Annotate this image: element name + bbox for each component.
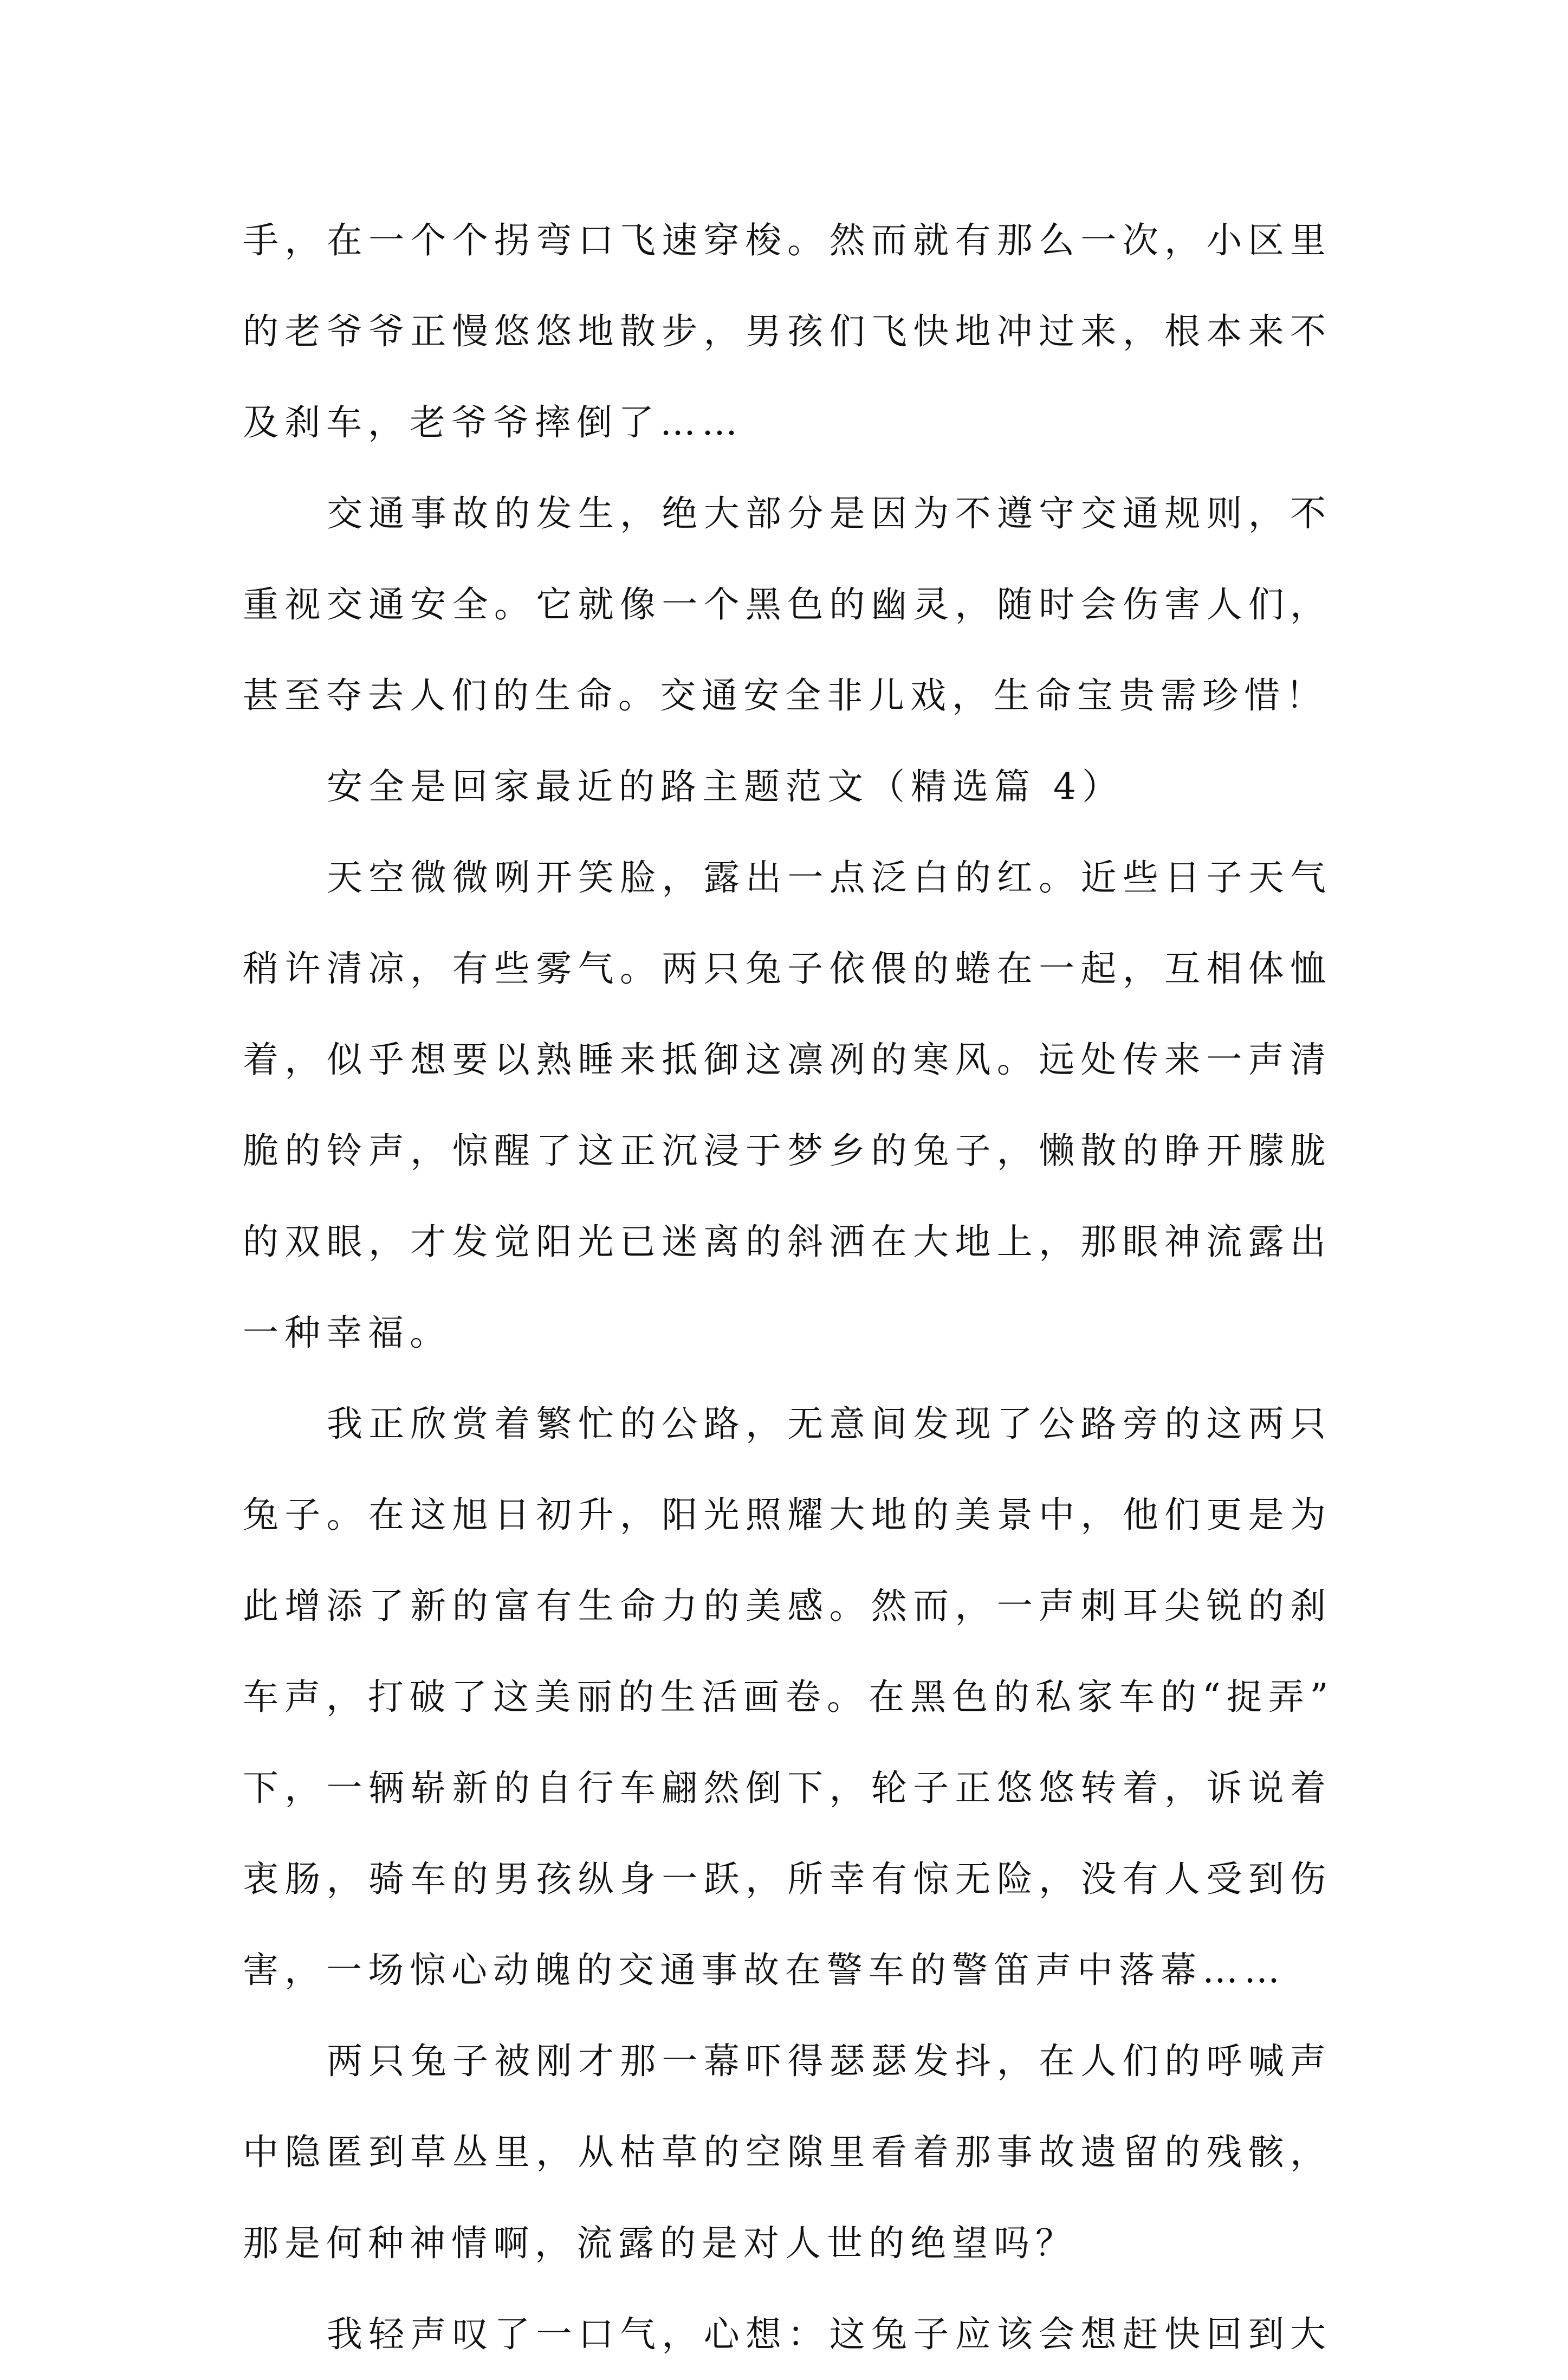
text-line: 脆的铃声，惊醒了这正沉浸于梦乡的兔子，懒散的睁开朦胧 (243, 1130, 1332, 1172)
text-line: 下，一辆崭新的自行车翩然倒下，轮子正悠悠转着，诉说着 (243, 1767, 1332, 1809)
text-line: 重视交通安全。它就像一个黑色的幽灵，随时会伤害人们， (243, 584, 1332, 625)
text-line: 衷肠，骑车的男孩纵身一跃，所幸有惊无险，没有人受到伤 (243, 1858, 1332, 1900)
text-line: 及刹车，老爷爷摔倒了…… (243, 402, 743, 443)
text-line: 车声，打破了这美丽的生活画卷。在黑色的私家车的“捉弄” (243, 1676, 1334, 1718)
text-line: 此增添了新的富有生命力的美感。然而，一声刺耳尖锐的刹 (243, 1585, 1332, 1627)
text-line: 我正欣赏着繁忙的公路，无意间发现了公路旁的这两只 (327, 1403, 1332, 1445)
text-line: 两只兔子被刚才那一幕吓得瑟瑟发抖，在人们的呼喊声 (327, 2040, 1332, 2082)
body-text (243, 195, 1332, 2380)
text-line: 一种幸福。 (243, 1312, 451, 1354)
text-line: 中隐匿到草丛里，从枯草的空隙里看着那事故遗留的残骸， (243, 2131, 1332, 2173)
text-line: 那是何种神情啊，流露的是对人世的绝望吗？ (243, 2222, 1077, 2264)
text-line: 兔子。在这旭日初升，阳光照耀大地的美景中，他们更是为 (243, 1494, 1332, 1536)
text-line: 交通事故的发生，绝大部分是因为不遵守交通规则，不 (327, 493, 1332, 534)
text-line: 害，一场惊心动魄的交通事故在警车的警笛声中落幕…… (243, 1949, 1286, 1991)
text-line: 天空微微咧开笑脸，露出一点泛白的红。近些日子天气 (327, 857, 1332, 898)
text-line: 我轻声叹了一口气，心想：这兔子应该会想赶快回到大 (327, 2313, 1332, 2355)
text-line: 的双眼，才发觉阳光已迷离的斜洒在大地上，那眼神流露出 (243, 1221, 1332, 1263)
text-line: 着，似乎想要以熟睡来抵御这凛冽的寒风。远处传来一声清 (243, 1039, 1332, 1081)
text-line: 的老爷爷正慢悠悠地散步，男孩们飞快地冲过来，根本来不 (243, 311, 1332, 352)
text-line: 手，在一个个拐弯口飞速穿梭。然而就有那么一次，小区里 (243, 219, 1332, 261)
text-line: 甚至夺去人们的生命。交通安全非儿戏，生命宝贵需珍惜！ (243, 675, 1327, 716)
text-line: 稍许清凉，有些雾气。两只兔子依偎的蜷在一起，互相体恤 (243, 948, 1332, 989)
text-line: 安全是回家最近的路主题范文（精选篇 4） (327, 766, 1124, 807)
